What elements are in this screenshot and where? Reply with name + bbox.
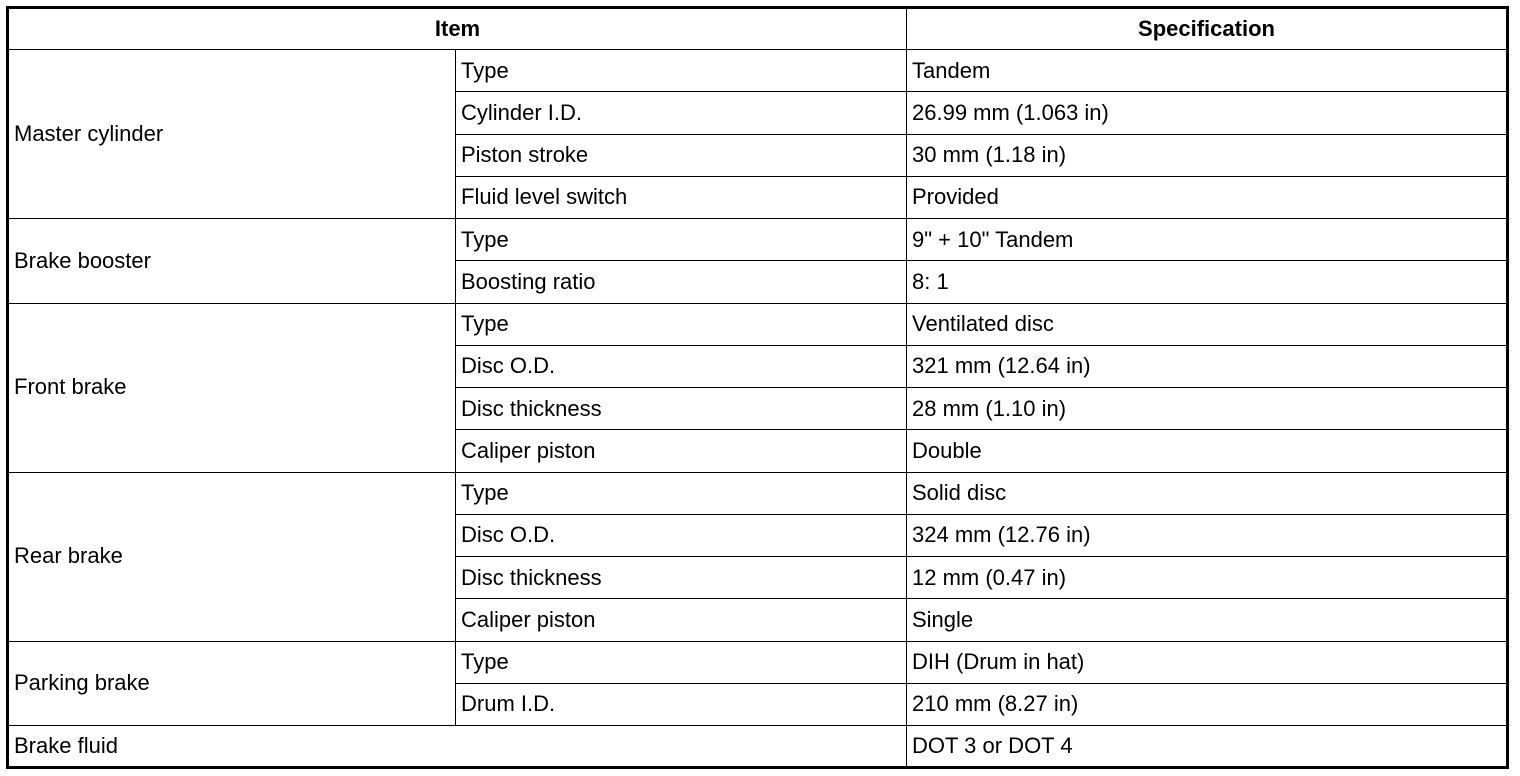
- sub-item-label: Boosting ratio: [456, 261, 907, 303]
- specification-value: DIH (Drum in hat): [907, 641, 1508, 683]
- sub-item-label: Drum I.D.: [456, 683, 907, 725]
- table-row-brake-fluid: [8, 726, 1508, 768]
- table-row: [8, 303, 1508, 345]
- group-label: Master cylinder: [8, 50, 456, 219]
- specification-value: Solid disc: [907, 472, 1508, 514]
- group-label: Front brake: [8, 303, 456, 472]
- sub-item-label: Type: [456, 219, 907, 261]
- sub-item-label: Cylinder I.D.: [456, 92, 907, 134]
- specification-value: 8: 1: [907, 261, 1508, 303]
- table-row: [8, 219, 1508, 261]
- sub-item-label: Type: [456, 641, 907, 683]
- specification-value: 26.99 mm (1.063 in): [907, 92, 1508, 134]
- specification-value: 321 mm (12.64 in): [907, 345, 1508, 387]
- specification-value: 30 mm (1.18 in): [907, 134, 1508, 176]
- specification-value: 324 mm (12.76 in): [907, 514, 1508, 556]
- specification-value: Single: [907, 599, 1508, 641]
- specification-value: 12 mm (0.47 in): [907, 557, 1508, 599]
- table-row: [8, 641, 1508, 683]
- sub-item-label: Type: [456, 50, 907, 92]
- sub-item-label: Caliper piston: [456, 430, 907, 472]
- sub-item-label: Caliper piston: [456, 599, 907, 641]
- specification-value: Provided: [907, 176, 1508, 218]
- header-item: Item: [8, 8, 907, 50]
- sub-item-label: Type: [456, 472, 907, 514]
- table-header-row: [8, 8, 1508, 50]
- sub-item-label: Disc O.D.: [456, 514, 907, 556]
- header-specification: Specification: [907, 8, 1508, 50]
- specification-value: 210 mm (8.27 in): [907, 683, 1508, 725]
- table-row: [8, 472, 1508, 514]
- brake-fluid-label: Brake fluid: [8, 726, 907, 768]
- sub-item-label: Disc thickness: [456, 557, 907, 599]
- specification-value: Double: [907, 430, 1508, 472]
- table-row: [8, 50, 1508, 92]
- group-label: Brake booster: [8, 219, 456, 304]
- table-body: [8, 50, 1508, 726]
- sub-item-label: Disc thickness: [456, 388, 907, 430]
- sub-item-label: Piston stroke: [456, 134, 907, 176]
- brake-specification-table: [6, 6, 1509, 769]
- specification-value: Tandem: [907, 50, 1508, 92]
- group-label: Rear brake: [8, 472, 456, 641]
- brake-fluid-spec: DOT 3 or DOT 4: [907, 726, 1508, 768]
- specification-value: 28 mm (1.10 in): [907, 388, 1508, 430]
- sub-item-label: Disc O.D.: [456, 345, 907, 387]
- sub-item-label: Type: [456, 303, 907, 345]
- sub-item-label: Fluid level switch: [456, 176, 907, 218]
- specification-value: 9" + 10" Tandem: [907, 219, 1508, 261]
- specification-value: Ventilated disc: [907, 303, 1508, 345]
- group-label: Parking brake: [8, 641, 456, 726]
